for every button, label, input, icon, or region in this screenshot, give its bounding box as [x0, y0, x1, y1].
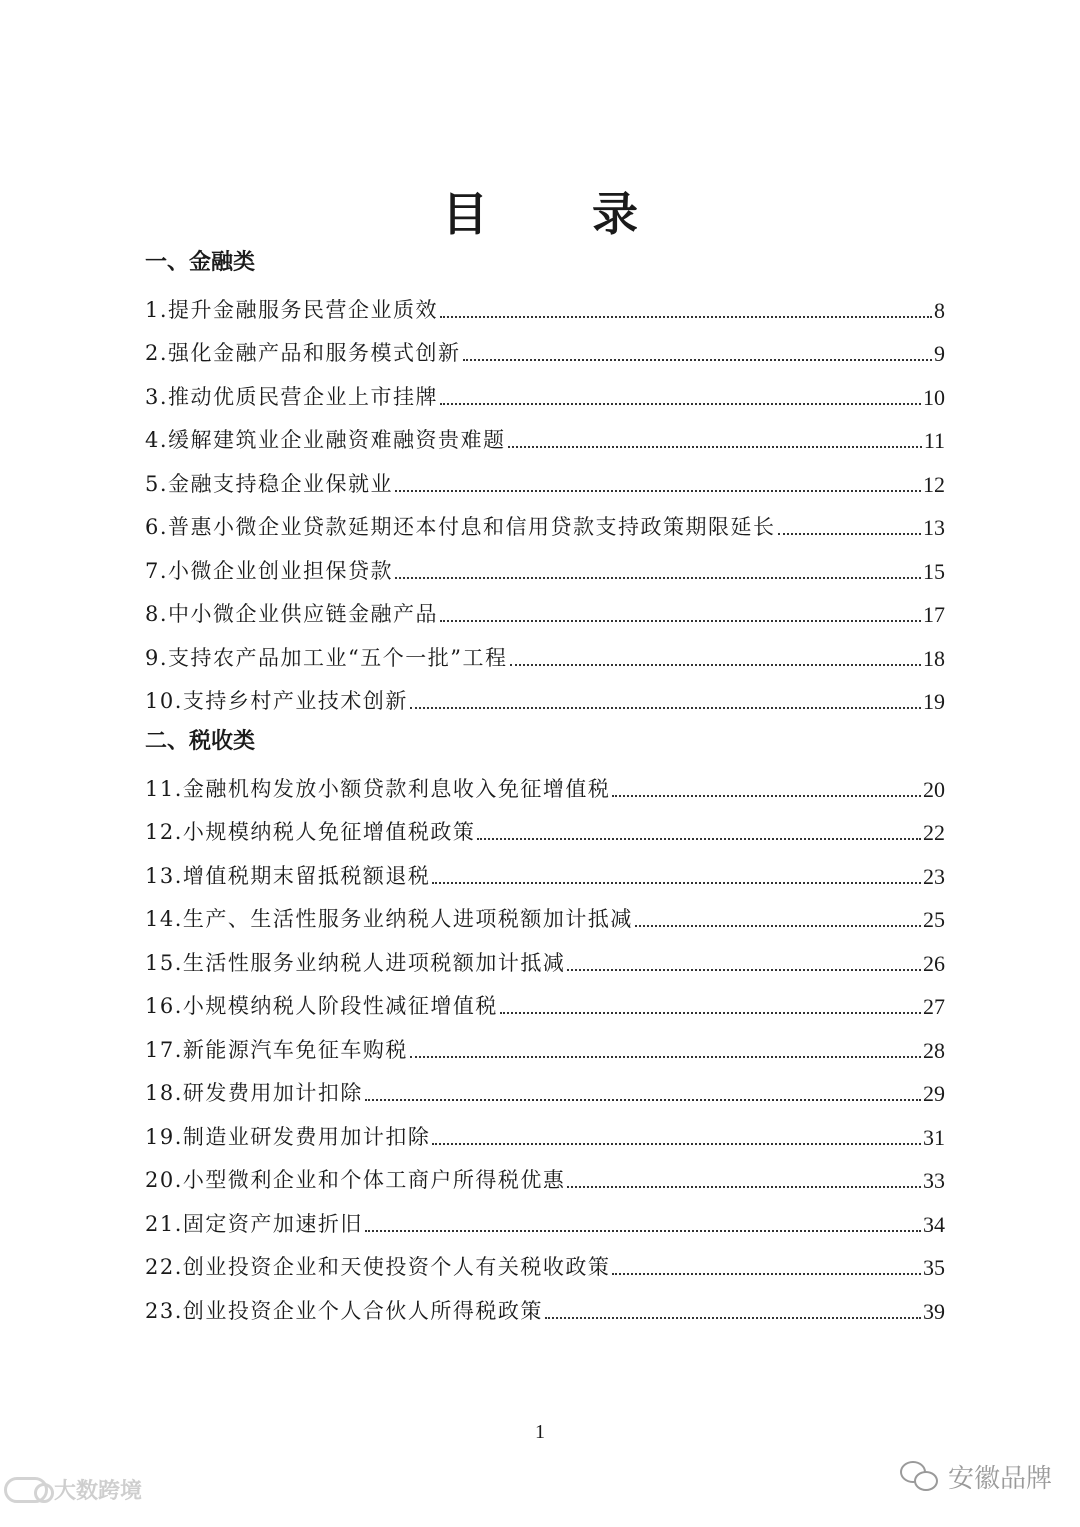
- entry-label: 19.制造业研发费用加计扣除: [145, 1124, 431, 1149]
- dot-leader: [365, 1230, 921, 1232]
- dot-leader: [410, 1056, 921, 1058]
- entry-page: 28: [923, 1037, 945, 1063]
- entry-label: 9.支持农产品加工业“五个一批”工程: [145, 645, 508, 670]
- entry-page: 19: [923, 689, 945, 714]
- entry-label: 1.提升金融服务民营企业质效: [145, 297, 439, 322]
- table-of-contents: [145, 246, 945, 1329]
- dot-leader: [778, 533, 921, 535]
- watermark-right-text: 安徽品牌: [947, 1464, 1052, 1494]
- section-heading-finance: 一、金融类: [145, 250, 256, 275]
- dot-leader: [635, 925, 921, 927]
- entry-label: 2.强化金融产品和服务模式创新: [145, 341, 461, 365]
- entry-label: 6.普惠小微企业贷款延期还本付息和信用贷款支持政策期限延长: [145, 515, 776, 539]
- watermark-left: [4, 1474, 142, 1505]
- dot-leader: [612, 795, 921, 797]
- dot-leader: [567, 1186, 921, 1188]
- dot-leader: [463, 359, 932, 361]
- entry-label: 5.金融支持稳企业保就业: [145, 471, 394, 496]
- dot-leader: [545, 1317, 921, 1319]
- toc-entry[interactable]: [145, 1155, 945, 1199]
- entry-label: 18.研发费用加计扣除: [145, 1081, 363, 1105]
- entry-label: 3.推动优质民营企业上市挂牌: [145, 384, 439, 409]
- dot-leader: [365, 1099, 921, 1101]
- dot-leader: [440, 316, 932, 318]
- entry-label: 17.新能源汽车免征车购税: [145, 1037, 408, 1062]
- entry-page: 29: [923, 1081, 945, 1106]
- entry-label: 11.金融机构发放小额贷款利息收入免征增值税: [145, 776, 611, 801]
- toc-entry[interactable]: [145, 850, 945, 894]
- toc-entry[interactable]: [145, 545, 945, 589]
- entry-label: 7.小微企业创业担保贷款: [145, 558, 394, 583]
- dot-leader: [432, 1143, 921, 1145]
- toc-entry[interactable]: [145, 1068, 945, 1112]
- entry-page: 33: [923, 1168, 945, 1193]
- entry-page: 10: [923, 384, 945, 410]
- entry-page: 9: [934, 341, 945, 366]
- entry-page: 31: [923, 1124, 945, 1150]
- wechat-icon: [900, 1461, 940, 1493]
- dot-leader: [477, 838, 921, 840]
- page-title: 目 录: [441, 187, 682, 241]
- entry-label: 13.增值税期末留抵税额退税: [145, 863, 431, 888]
- watermark-left-text: 大数跨境: [54, 1479, 143, 1504]
- entry-label: 20.小型微利企业和个体工商户所得税优惠: [145, 1168, 566, 1192]
- toc-entry[interactable]: [145, 284, 945, 328]
- toc-entry[interactable]: [145, 807, 945, 851]
- entry-page: 13: [923, 515, 945, 540]
- section-heading-tax: 二、税收类: [145, 729, 256, 754]
- entry-label: 23.创业投资企业个人合伙人所得税政策: [145, 1298, 543, 1323]
- entry-page: 22: [923, 820, 945, 845]
- toc-entry[interactable]: [145, 981, 945, 1025]
- toc-entry[interactable]: [145, 1111, 945, 1155]
- dot-leader: [432, 882, 921, 884]
- entry-label: 16.小规模纳税人阶段性减征增值税: [145, 994, 498, 1018]
- dot-leader: [395, 577, 921, 579]
- toc-entry[interactable]: [145, 458, 945, 502]
- entry-label: 10.支持乡村产业技术创新: [145, 689, 408, 713]
- toc-entry[interactable]: [145, 328, 945, 372]
- toc-entry[interactable]: [145, 763, 945, 807]
- toc-entry[interactable]: [145, 589, 945, 633]
- entry-page: 35: [923, 1255, 945, 1280]
- toc-entry[interactable]: [145, 415, 945, 459]
- entry-label: 4.缓解建筑业企业融资难融资贵难题: [145, 428, 506, 452]
- entry-page: 12: [923, 471, 945, 497]
- toc-entry[interactable]: [145, 371, 945, 415]
- entry-page: 34: [923, 1211, 945, 1237]
- entry-page: 23: [923, 863, 945, 889]
- toc-entry[interactable]: [145, 1198, 945, 1242]
- entry-page: 15: [923, 558, 945, 584]
- watermark-right: [900, 1458, 1052, 1495]
- entry-label: 22.创业投资企业和天使投资个人有关税收政策: [145, 1255, 611, 1279]
- dot-leader: [440, 620, 921, 622]
- dot-leader: [440, 403, 921, 405]
- toc-entry[interactable]: [145, 1242, 945, 1286]
- entry-label: 14.生产、生活性服务业纳税人进项税额加计抵减: [145, 907, 633, 931]
- entry-page: 26: [923, 950, 945, 976]
- entry-label: 8.中小微企业供应链金融产品: [145, 602, 439, 626]
- entry-page: 18: [923, 645, 945, 671]
- dot-leader: [410, 707, 921, 709]
- toc-entry[interactable]: [145, 937, 945, 981]
- dot-leader: [567, 969, 921, 971]
- entry-page: 17: [923, 602, 945, 627]
- toc-entry[interactable]: [145, 1285, 945, 1329]
- entry-page: 27: [923, 994, 945, 1019]
- dot-leader: [395, 490, 921, 492]
- entry-page: 11: [923, 428, 945, 453]
- entry-page: 8: [934, 297, 945, 323]
- page-number: 1: [535, 1421, 545, 1443]
- dot-leader: [500, 1012, 921, 1014]
- entry-page: 39: [923, 1298, 945, 1324]
- entry-page: 20: [923, 776, 945, 802]
- toc-entry[interactable]: [145, 1024, 945, 1068]
- toc-entry[interactable]: [145, 502, 945, 546]
- entry-label: 12.小规模纳税人免征增值税政策: [145, 820, 476, 844]
- toc-entry[interactable]: [145, 676, 945, 720]
- brand-logo-icon: [4, 1477, 48, 1503]
- dot-leader: [612, 1273, 921, 1275]
- dot-leader: [510, 664, 921, 666]
- toc-entry[interactable]: [145, 632, 945, 676]
- dot-leader: [508, 446, 922, 448]
- entry-page: 25: [923, 907, 945, 932]
- entry-label: 21.固定资产加速折旧: [145, 1211, 363, 1236]
- toc-entry[interactable]: [145, 894, 945, 938]
- entry-label: 15.生活性服务业纳税人进项税额加计抵减: [145, 950, 566, 975]
